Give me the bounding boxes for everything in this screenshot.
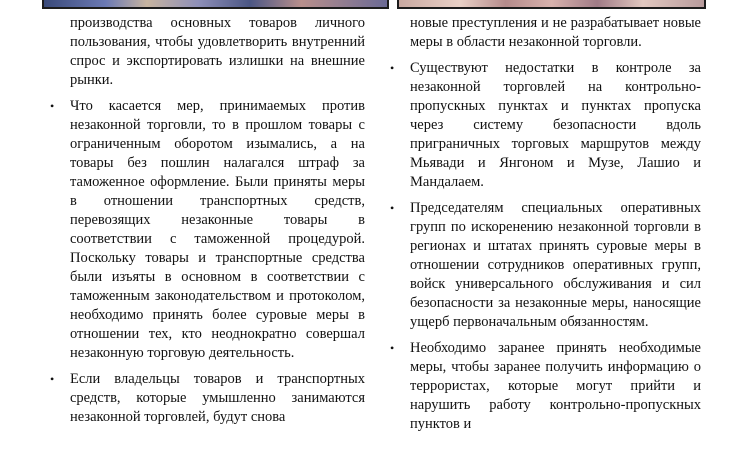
header-photo-left [42, 0, 389, 9]
list-item [388, 199, 701, 332]
bullet-icon: • [390, 201, 395, 215]
list-item-text: Что касается мер, принимаемых против незаконной торговли, то в прошлом товары с ограниченным оборотом изымались, а на товары без пошлин налагался штраф за таможенное оформление. Были приняты меры в отношении транспортных средств, перевозящих незаконные товары в соответствии с таможенной процедурой. Поскольку товары и транспортные средства были изъяты в основном в соответствии с таможенным законодательством и протоколом, необходимо принять более суровые меры в отношении тех, кто неоднократно совершал незаконную торговую деятельность. [70, 98, 365, 361]
list-item-text: Существуют недостатки в контроле за незаконной торговлей на контрольно-пропускных пунктах и пунктах пропуска через систему безопасности вдоль приграничных торговых маршрутов между Мьявади и Янгоном и Музе, Лашио и Мандалаем. [410, 60, 701, 190]
list-item [48, 370, 365, 427]
list-item-text: Председателям специальных оперативных групп по искоренению незаконной торговли в регионах и штатах принять суровые меры в отношении сотрудников оперативных групп, войск универсального обслуживания и сил безопасности за незаконные меры, наносящие ущерб первоначальным обязанностям. [410, 200, 701, 330]
left-continuation-paragraph: производства основных товаров личного пользования, чтобы удовлетворить внутренний спрос и экспортировать излишки на внешние рынки. [70, 15, 365, 88]
list-item [48, 97, 365, 363]
right-text-column [388, 14, 701, 434]
list-item [388, 339, 701, 434]
list-item-text: Если владельцы товаров и транспортных средств, которые умышленно занимаются незаконной торговлей, будут снова [70, 371, 365, 425]
list-item-text: Необходимо заранее принять необходимые меры, чтобы заранее получить информацию о террористах, которые могут прийти и нарушить работу контрольно-пропускных пунктов и [410, 340, 701, 432]
right-continuation-paragraph: новые преступления и не разрабатывает новые меры в области незаконной торговли. [410, 15, 701, 50]
header-photo-right [397, 0, 706, 9]
bullet-icon: • [390, 61, 395, 75]
bullet-icon: • [390, 341, 395, 355]
left-text-column [48, 14, 365, 427]
bullet-icon: • [50, 99, 55, 113]
bullet-icon: • [50, 372, 55, 386]
list-item [388, 59, 701, 192]
